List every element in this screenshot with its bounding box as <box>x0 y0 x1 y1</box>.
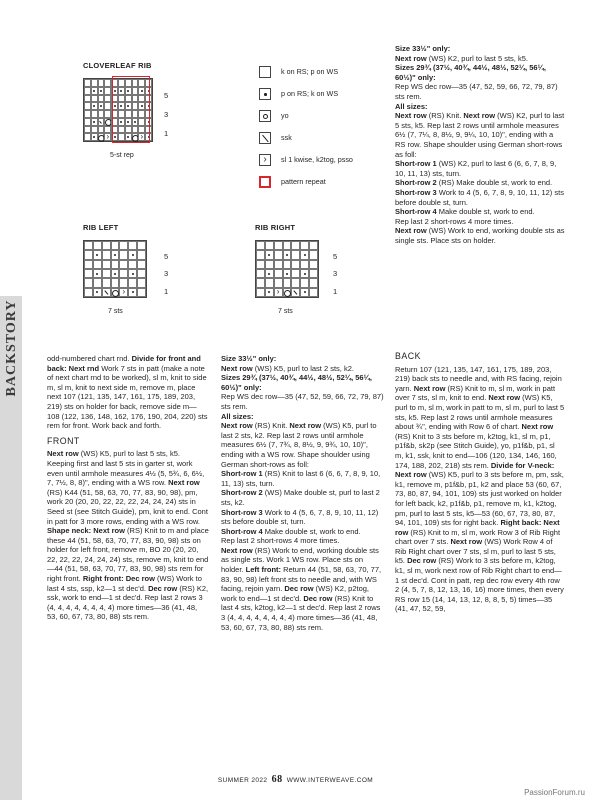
chart-cell <box>84 126 91 134</box>
chart-cell <box>98 126 105 134</box>
chart-cell <box>104 87 111 95</box>
chart-cell <box>84 118 91 126</box>
chart-cell <box>102 241 111 250</box>
chart-cell <box>98 79 105 87</box>
chart-cell <box>104 95 111 103</box>
key-label: p on RS; k on WS <box>281 89 339 98</box>
chart-cell <box>93 260 102 269</box>
chart-cell <box>283 260 292 269</box>
chart-cell <box>98 133 105 141</box>
chart-cell <box>256 288 265 297</box>
chart-cell <box>84 87 91 95</box>
chart-cell <box>111 250 120 259</box>
chart-cell <box>300 250 309 259</box>
chart-cell <box>111 260 120 269</box>
red-key-icon <box>259 176 271 188</box>
chart-cell <box>91 118 98 126</box>
chart-cell <box>137 250 146 259</box>
chart-cell <box>84 102 91 110</box>
chart-cell <box>256 260 265 269</box>
key-label: k on RS; p on WS <box>281 67 339 76</box>
chart-cell <box>283 278 292 287</box>
chart-cell <box>265 250 274 259</box>
cloverleaf-chart-title: CLOVERLEAF RIB <box>83 61 152 70</box>
chart-cell <box>119 288 128 297</box>
chart-cell <box>137 269 146 278</box>
key-label: ssk <box>281 133 292 142</box>
chart-cell <box>291 260 300 269</box>
chart-cell <box>137 278 146 287</box>
chart-cell <box>119 250 128 259</box>
cloverleaf-row-3: 3 <box>164 110 169 119</box>
slash-key-icon <box>259 132 271 144</box>
chart-cell <box>291 278 300 287</box>
chart-cell <box>309 269 318 278</box>
cloverleaf-row-1: 1 <box>164 129 169 138</box>
chart-cell <box>91 110 98 118</box>
chart-cell <box>265 288 274 297</box>
instructions-column-1: odd-numbered chart rnd. Divide for front and back: Next rnd Work 7 sts in patt (make a note of next chart rnd to be worked), sl m, knit to side m, sl m, knit to next side m, remove m, place next 107 (121, 135, 147, 161, 175, 189, 203, 219) sts on holder for back, remove side m—108 (122, 136, 148, 162, 176, 190, 204, 220) sts rem for front. Work back and forth. FRONT Next row (WS) K5, purl to last 5 sts, k5. Keeping first and last 5 sts in garter st, work even until armhole measures 4½ (5, 5¾, 6, 6½, 7, 7½, 8, 8)", ending with a WS row. Next row (RS) K44 (51, 58, 63, 70, 77, 83, 90, 98), pm, work 20 (20, 20, 22, 22, 22, 24, 24, 24) sts in Seed st (see Stitch Guide), pm, knit to end. Cont in patt for 3 more rows, ending with a WS row. Shape neck: Next row (RS) Knit to m and place these 44 (51, 58, 63, 70, 77, 83, 90, 98) sts on holder for left front, remove m, BO 20 (20, 20, 22, 22, 22, 24, 24, 24) sts, remove m, knit to end—44 (51, 58, 63, 70, 77, 83, 90, 98) sts rem for right front. Right front: Dec row (WS) Work to last 4 sts, ssp, k2—1 st dec'd. Dec row (RS) K2, ssk, work to end—1 st dec'd. Rep last 2 rows 3 (4, 4, 4, 4, 4, 4, 4, 4) more times—36 (41, 48, 53, 60, 67, 73, 80, 88) sts rem. <box>47 354 209 622</box>
chart-cell <box>91 102 98 110</box>
chart-cell <box>128 278 137 287</box>
chart-cell <box>91 87 98 95</box>
chart-cell <box>111 241 120 250</box>
chart-cell <box>309 288 318 297</box>
chart-cell <box>104 102 111 110</box>
chart-cell <box>91 133 98 141</box>
chart-cell <box>300 260 309 269</box>
chart-cell <box>128 288 137 297</box>
instructions-column-2: Size 33½" only: Next row (WS) K5, purl to last 2 sts, k2. Sizes 29¾ (37½, 40¾, 44½, 48½, 52¼, 56¼, 60½)" only: Rep WS dec row—35 (47, 52, 59, 66, 72, 79, 87) sts rem. All sizes: Next row (RS) Knit. Next row (WS) K5, purl to last 2 sts, k2. Rep last 2 rows until armhole measures 6½ (7, 7¾, 8, 8½, 9, 9¾, 10, 10)", ending with a WS row. Shape shoulder using German short-rows as foll: Short-row 1 (RS) Knit to last 6 (6, 6, 7, 8, 9, 10, 11, 13) sts, turn. Short-row 2 (WS) Make double st, purl to last 2 sts, k2. Short-row 3 Work to 4 (5, 6, 7, 8, 9, 10, 11, 12) sts before double st, turn. Short-row 4 Make double st, work to end. Rep last 2 short-rows 4 more times. Next row (RS) Work to end, working double sts as single sts. Work 1 WS row. Place sts on holder. Left front: Return 44 (51, 58, 63, 70, 77, 83, 90, 98) left front sts to needle and, with WS facing, rejoin yarn. Dec row (WS) K2, p2tog, work to end—1 st dec'd. Dec row (RS) Knit to last 4 sts, k2tog, k2—1 st dec'd. Rep last 2 rows 3 (4, 4, 4, 4, 4, 4, 4, 4) more times—36 (41, 48, 53, 60, 67, 73, 80, 88) sts rem. <box>221 354 384 632</box>
chart-cell <box>84 250 93 259</box>
chart-cell <box>91 95 98 103</box>
chart-cell <box>291 269 300 278</box>
chart-cell <box>300 278 309 287</box>
chart-cell <box>309 260 318 269</box>
chart-cell <box>93 241 102 250</box>
footer-site: WWW.INTERWEAVE.COM <box>286 777 374 784</box>
watermark: PassionForum.ru <box>524 788 585 797</box>
page-footer <box>0 774 591 785</box>
chart-cell <box>283 288 292 297</box>
chart-cell <box>84 133 91 141</box>
chart-cell <box>274 269 283 278</box>
chart-cell <box>98 118 105 126</box>
chart-cell <box>84 269 93 278</box>
chart-cell <box>274 288 283 297</box>
key-label: yo <box>281 111 289 120</box>
chart-cell <box>111 278 120 287</box>
chart-cell <box>265 260 274 269</box>
rib-right-width: 7 sts <box>278 308 293 315</box>
cloverleaf-repeat-box <box>112 76 150 143</box>
chart-cell <box>102 269 111 278</box>
chart-cell <box>93 269 102 278</box>
chart-cell <box>84 260 93 269</box>
chart-cell <box>265 278 274 287</box>
rib-right-grid <box>255 240 319 298</box>
chart-cell <box>256 250 265 259</box>
chart-cell <box>291 241 300 250</box>
back-heading: BACK <box>395 351 421 361</box>
chart-cell <box>300 269 309 278</box>
rib-left-row-1: 1 <box>164 287 169 296</box>
rib-right-row-3: 3 <box>333 269 338 278</box>
ring-key-icon <box>259 110 271 122</box>
chart-cell <box>256 241 265 250</box>
chart-cell <box>84 241 93 250</box>
chart-cell <box>283 269 292 278</box>
chart-cell <box>111 269 120 278</box>
chev-key-icon: › <box>259 154 271 166</box>
rib-left-width: 7 sts <box>108 308 123 315</box>
chart-cell <box>84 110 91 118</box>
chart-cell <box>291 250 300 259</box>
chart-cell <box>256 269 265 278</box>
chart-cell <box>102 288 111 297</box>
page-number: 68 <box>271 774 283 785</box>
chart-cell <box>104 118 111 126</box>
chart-cell <box>119 269 128 278</box>
key-label: sl 1 kwise, k2tog, psso <box>281 155 353 164</box>
chart-cell <box>104 133 111 141</box>
chart-cell <box>128 241 137 250</box>
chart-cell <box>137 288 146 297</box>
rib-right-title: RIB RIGHT <box>255 223 296 232</box>
chart-cell <box>309 278 318 287</box>
chart-cell <box>84 95 91 103</box>
chart-cell <box>274 241 283 250</box>
chart-cell <box>102 260 111 269</box>
front-heading: FRONT <box>47 435 80 446</box>
chart-cell <box>256 278 265 287</box>
chart-cell <box>128 260 137 269</box>
chart-cell <box>300 288 309 297</box>
chart-cell <box>98 87 105 95</box>
rib-right-row-5: 5 <box>333 252 338 261</box>
rib-left-row-5: 5 <box>164 252 169 261</box>
chart-cell <box>91 126 98 134</box>
chart-cell <box>265 269 274 278</box>
chart-cell <box>84 288 93 297</box>
dot-key-icon <box>259 88 271 100</box>
rib-left-row-3: 3 <box>164 269 169 278</box>
section-tab-label: BACKSTORY <box>4 299 19 397</box>
chart-cell <box>102 250 111 259</box>
chart-cell <box>137 241 146 250</box>
chart-cell <box>274 250 283 259</box>
chart-cell <box>300 241 309 250</box>
chart-cell <box>98 95 105 103</box>
chart-cell <box>309 241 318 250</box>
footer-season: SUMMER 2022 <box>217 777 268 784</box>
instructions-top-right: Size 33½" only: Next row (WS) K2, purl to last 5 sts, k5. Sizes 29¾ (37½, 40¾, 44½, 48½, 52¼, 56¼, 60½)" only: Rep WS dec row—35 (47, 52, 59, 66, 72, 79, 87) sts rem. All sizes: Next row (RS) Knit. Next row (WS) K2, purl to last 5 sts, k5. Rep last 2 rows until armhole measures 6½ (7, 7¼, 8, 8½, 9, 9¼, 10, 10)", ending with a RS row. Shape shoulder using German short-rows as foll: Short-row 1 (WS) K2, purl to last 6 (6, 6, 7, 8, 9, 10, 11, 13) sts, turn. Short-row 2 (RS) Make double st, work to end. Short-row 3 Work to 4 (5, 6, 7, 8, 9, 10, 11, 12) sts before double st, turn. Short-row 4 Make double st, work to end. Rep last 2 short-rows 4 more times. Next row (WS) Work to end, working double sts as single sts. Place sts on holder. <box>395 44 565 245</box>
chart-cell <box>102 278 111 287</box>
cloverleaf-row-5: 5 <box>164 91 169 100</box>
cloverleaf-repeat-label: 5-st rep <box>110 152 134 159</box>
instructions-column-3: BACK Return 107 (121, 135, 147, 161, 175, 189, 203, 219) back sts to needle and, with RS facing, rejoin yarn. Next row (RS) Knit to m, sl m, work in patt over 7 sts, sl m, knit to end. Next row (WS) K5, purl to m, sl m, work in patt to m, sl m, purl to last 5 sts, k5. Rep last 2 rows until armhole measures about ¾", ending with Row 6 of chart. Next row (RS) Knit to 3 sts before m, k2tog, k1, sl m, p1, p1f&b, sk2p (see Stitch Guide), yo, p1f&b, p1, sl m, k1, ssk, knit to end—106 (120, 134, 146, 160, 174, 188, 202, 218) sts rem. Divide for V-neck: Next row (WS) K5, purl to 3 sts before m, pm, ssk, k1, remove m, p1f&b, p1, k2 and place 53 (60, 67, 73, 80, 87, 94, 101, 109) sts just worked on holder for left back, k2, p1f&b, p1, remove m, k1, k2tog, pm, purl to last 5 sts, k5—53 (60, 67, 73, 80, 87, 94, 101, 109) sts for right back. Right back: Next row (RS) Knit to m, sl m, work Row 3 of Rib Right chart over 7 sts. Next row (WS) Work Row 4 of Rib Right chart over 7 sts, sl m, purl to last 5 sts, k5. Dec row (RS) Work to 3 sts before m, k2tog, k1, sl m, work next row of Rib Right chart to end—1 st dec'd. Cont in patt, rep dec row every 4th row 2 (4, 5, 7, 8, 12, 13, 16, 16) more times, then every RS row 15 (14, 14, 13, 12, 8, 8, 5, 5) times—35 (41, 47, 52, 59, <box>395 351 565 614</box>
chart-cell <box>104 79 111 87</box>
rib-right-row-1: 1 <box>333 287 338 296</box>
chart-cell <box>98 102 105 110</box>
chart-cell <box>93 250 102 259</box>
chart-cell <box>283 250 292 259</box>
chart-cell <box>128 250 137 259</box>
chart-cell <box>265 241 274 250</box>
chart-cell <box>274 260 283 269</box>
chart-cell <box>84 79 91 87</box>
chart-cell <box>98 110 105 118</box>
chart-cell <box>137 260 146 269</box>
chart-cell <box>84 278 93 287</box>
blank-key-icon <box>259 66 271 78</box>
chart-cell <box>91 79 98 87</box>
chart-cell <box>291 288 300 297</box>
key-label: pattern repeat <box>281 177 326 186</box>
chart-cell <box>104 110 111 118</box>
chart-cell <box>111 288 120 297</box>
chart-cell <box>119 260 128 269</box>
rib-left-title: RIB LEFT <box>83 223 119 232</box>
chart-cell <box>128 269 137 278</box>
chart-cell <box>119 241 128 250</box>
chart-cell <box>93 288 102 297</box>
chart-cell <box>283 241 292 250</box>
chart-cell <box>309 250 318 259</box>
rib-left-grid <box>83 240 147 298</box>
chart-cell <box>93 278 102 287</box>
